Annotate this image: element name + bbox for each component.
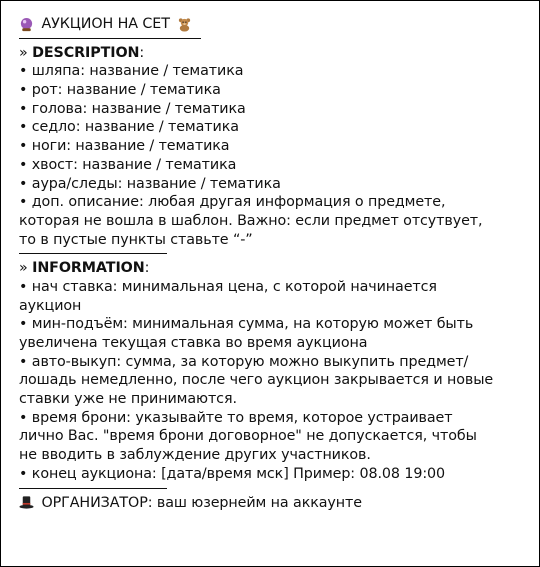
description-heading: » DESCRIPTION: (19, 44, 145, 61)
divider (19, 488, 167, 489)
organizer-line (19, 494, 523, 513)
description-heading-label: DESCRIPTION (32, 44, 140, 61)
information-line: лично Вас. "время брони договорное" не допускается, чтобы (19, 428, 477, 445)
teddy-bear-icon (177, 17, 192, 32)
description-line: • седло: название / тематика (19, 119, 239, 136)
information-line: лошадь немедленно, после чего аукцион закрывается и новые (19, 372, 494, 389)
information-line: ставки уже не принимаются. (19, 391, 237, 408)
description-line: • аура/следы: название / тематика (19, 175, 281, 192)
information-line: • мин-подъём: минимальная сумма, на которую может быть (19, 316, 474, 333)
description-line: • хвост: название / тематика (19, 156, 237, 173)
information-line: не вводить в заблуждение других участников. (19, 447, 371, 464)
organizer-text: ОРГАНИЗАТОР: ваш юзернейм на аккаунте (41, 494, 362, 511)
crystal-ball-icon (19, 17, 34, 32)
divider (19, 38, 201, 39)
information-line: • авто-выкуп: сумма, за которую можно выкупить предмет/ (19, 353, 469, 370)
description-line: • шляпа: название / тематика (19, 63, 244, 80)
description-line: которая не вошла в шаблон. Важно: если предмет отсутвует, (19, 212, 483, 229)
description-line: • рот: название / тематика (19, 82, 221, 99)
information-line: • нач ставка: минимальная цена, с которой начинается (19, 278, 437, 295)
information-line: увеличена текущая ставка во время аукциона (19, 335, 368, 351)
description-line: • голова: название / тематика (19, 100, 246, 117)
header-title: АУКЦИОН НА СЕТ (41, 16, 170, 32)
information-line: • конец аукциона: [дата/время мск] Пример: 08.08 19:00 (19, 465, 446, 482)
information-heading: » INFORMATION: (19, 260, 150, 277)
top-hat-icon (19, 495, 34, 510)
description-line: • ноги: название / тематика (19, 138, 230, 155)
description-line: то в пустые пункты ставьте “-” (19, 231, 253, 248)
description-line: • доп. описание: любая другая информация о предмете, (19, 194, 446, 211)
information-line: аукцион (19, 297, 82, 314)
information-heading-label: INFORMATION (32, 260, 145, 277)
information-line: • время брони: указывайте то время, которое устраивает (19, 409, 453, 426)
header-line (19, 15, 523, 34)
divider (19, 253, 167, 254)
